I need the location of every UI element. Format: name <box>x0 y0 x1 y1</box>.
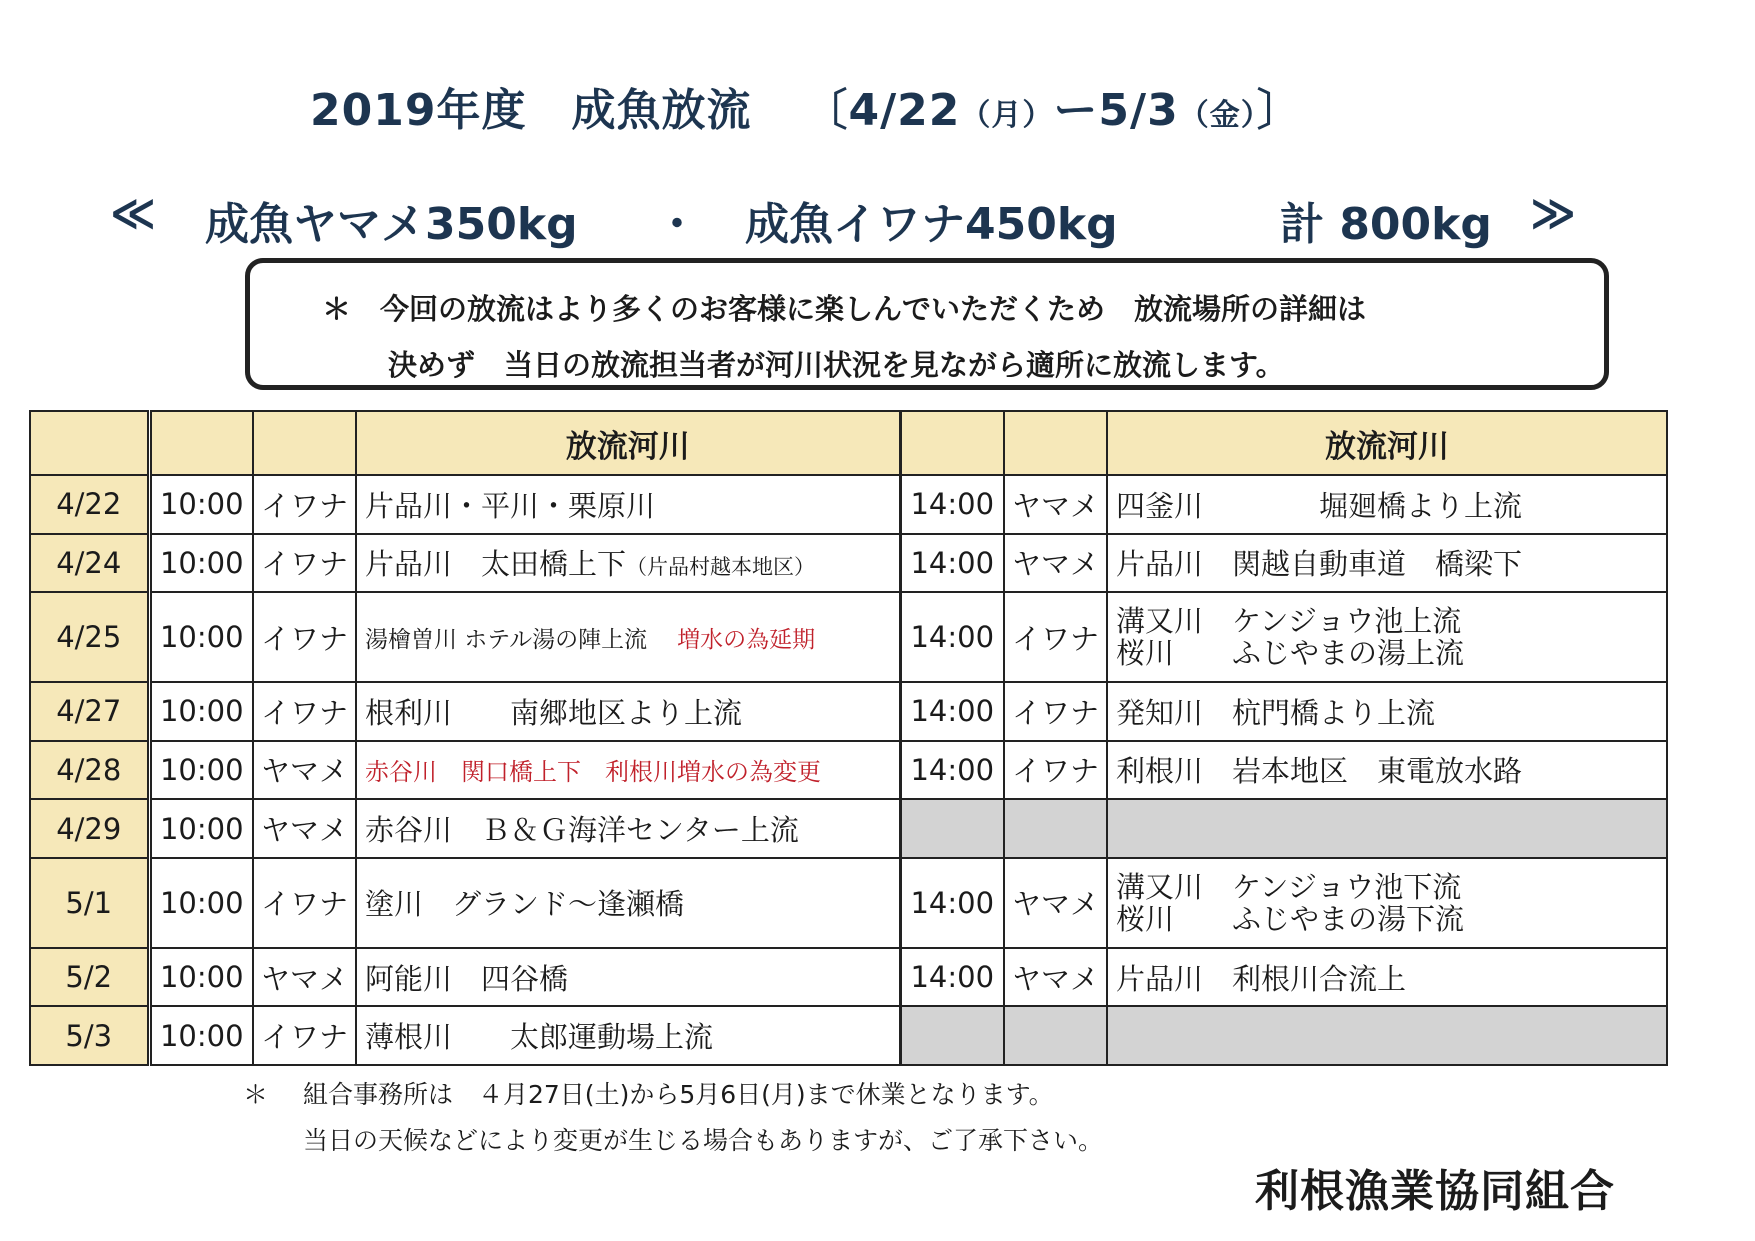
pm-time-empty <box>900 799 1004 858</box>
row-date: 4/22 <box>30 475 149 534</box>
table-row <box>30 682 1667 741</box>
am-fish-type: イワナ <box>253 475 356 534</box>
am-location-text: 根利川 南郷地区より上流 <box>365 695 743 730</box>
am-time: 10:00 <box>149 1006 253 1065</box>
am-location-text: 片品川 太田橋上下 <box>365 547 627 582</box>
pm-location: 片品川 関越自動車道 橋梁下 <box>1107 534 1667 593</box>
pm-fish-type: ヤマメ <box>1004 534 1107 593</box>
footnote-weather: 当日の天候などにより変更が生じる場合もありますが、ご了承下さい。 <box>303 1126 1104 1155</box>
title-main: 2019年度 成魚放流 <box>310 85 752 136</box>
am-fish-type: イワナ <box>253 682 356 741</box>
am-time: 10:00 <box>149 799 253 858</box>
table-row <box>30 741 1667 800</box>
title-date-start: 〔4/22 <box>803 85 961 136</box>
am-location <box>356 741 900 800</box>
am-time: 10:00 <box>149 948 253 1007</box>
table-row <box>30 948 1667 1007</box>
row-date: 5/2 <box>30 948 149 1007</box>
am-location-text: 阿能川 四谷橋 <box>365 961 569 996</box>
header-am-fish-cell <box>253 411 356 475</box>
am-status-note: 増水の為延期 <box>677 626 816 653</box>
summary-yamame: 成魚ヤマメ350kg <box>205 199 578 250</box>
am-location-note: （片品村越本地区） <box>626 555 816 580</box>
am-fish-type: ヤマメ <box>253 741 356 800</box>
header-date-cell <box>30 411 149 475</box>
am-time: 10:00 <box>149 741 253 800</box>
am-time: 10:00 <box>149 682 253 741</box>
title-day-start: （月） <box>960 98 1054 133</box>
table-row <box>30 475 1667 534</box>
pm-fish-empty <box>1004 1006 1107 1065</box>
pm-fish-type: イワナ <box>1004 592 1107 682</box>
row-date: 5/1 <box>30 858 149 948</box>
pm-time-empty <box>900 1006 1004 1065</box>
am-location-text: 片品川・平川・栗原川 <box>365 488 656 523</box>
summary-open-mark: ≪ <box>110 188 157 239</box>
am-time: 10:00 <box>149 858 253 948</box>
am-fish-type: ヤマメ <box>253 799 356 858</box>
pm-fish-type: ヤマメ <box>1004 858 1107 948</box>
am-location <box>356 1006 900 1065</box>
am-fish-type: ヤマメ <box>253 948 356 1007</box>
pm-time: 14:00 <box>900 592 1004 682</box>
row-date: 4/24 <box>30 534 149 593</box>
pm-time: 14:00 <box>900 858 1004 948</box>
pm-location-line-1: 溝又川 ケンジョウ池上流 <box>1116 604 1462 639</box>
summary-separator: ・ <box>655 199 699 250</box>
pm-location-line-1: 溝又川 ケンジョウ池下流 <box>1116 869 1462 904</box>
release-schedule-table <box>29 410 1668 1066</box>
row-date: 4/28 <box>30 741 149 800</box>
table-row <box>30 799 1667 858</box>
am-location <box>356 592 900 682</box>
am-fish-type: イワナ <box>253 592 356 682</box>
table-row <box>30 592 1667 682</box>
pm-location: 片品川 利根川合流上 <box>1107 948 1667 1007</box>
page-title <box>310 74 1302 138</box>
pm-time: 14:00 <box>900 948 1004 1007</box>
title-day-end: （金） <box>1178 98 1257 133</box>
am-location <box>356 534 900 593</box>
footnote-closure: 組合事務所は ４月27日(土)から5月6日(月)まで休業となります。 <box>303 1080 1054 1109</box>
title-date-end: ー5/3 <box>1053 85 1179 136</box>
notice-line-1: ＊ 今回の放流はより多くのお客様に楽しんでいただくため 放流場所の詳細は <box>322 292 1367 326</box>
header-pm-fish-cell <box>1004 411 1107 475</box>
summary-close-mark: ≫ <box>1530 188 1577 239</box>
pm-location-line-2: 桜川 ふじやまの湯上流 <box>1116 636 1465 671</box>
pm-location-line-2: 桜川 ふじやまの湯下流 <box>1116 901 1465 936</box>
am-location-text: 薄根川 太郎運動場上流 <box>365 1020 714 1055</box>
am-fish-type: イワナ <box>253 1006 356 1065</box>
organization-name: 利根漁業協同組合 <box>1255 1166 1615 1217</box>
am-time: 10:00 <box>149 592 253 682</box>
pm-fish-empty <box>1004 799 1107 858</box>
am-time: 10:00 <box>149 534 253 593</box>
am-status-note: 赤谷川 関口橋上下 利根川増水の為変更 <box>365 758 821 787</box>
header-am-river: 放流河川 <box>356 411 900 475</box>
pm-fish-type: ヤマメ <box>1004 475 1107 534</box>
pm-location: 利根川 岩本地区 東電放水路 <box>1107 741 1667 800</box>
pm-location-empty <box>1107 799 1667 858</box>
am-location-text: 湯檜曽川 ホテル湯の陣上流 <box>365 626 648 653</box>
pm-location: 発知川 杭門橋より上流 <box>1107 682 1667 741</box>
table-row <box>30 534 1667 593</box>
pm-time: 14:00 <box>900 682 1004 741</box>
notice-box <box>245 258 1609 390</box>
pm-fish-type: イワナ <box>1004 682 1107 741</box>
pm-location <box>1107 858 1667 948</box>
pm-time: 14:00 <box>900 475 1004 534</box>
table-row <box>30 1006 1667 1065</box>
am-location-text: 塗川 グランド～逢瀬橋 <box>365 887 685 922</box>
summary-total: 計 800kg <box>1280 199 1492 250</box>
am-fish-type: イワナ <box>253 534 356 593</box>
pm-fish-type: ヤマメ <box>1004 948 1107 1007</box>
am-location <box>356 799 900 858</box>
pm-location: 四釜川 堀廻橋より上流 <box>1107 475 1667 534</box>
pm-location <box>1107 592 1667 682</box>
header-am-time-cell <box>149 411 253 475</box>
pm-time: 14:00 <box>900 534 1004 593</box>
row-date: 4/25 <box>30 592 149 682</box>
pm-time: 14:00 <box>900 741 1004 800</box>
row-date: 4/29 <box>30 799 149 858</box>
summary-iwana: 成魚イワナ450kg <box>745 199 1118 250</box>
row-date: 5/3 <box>30 1006 149 1065</box>
table-header-row <box>30 411 1667 475</box>
am-fish-type: イワナ <box>253 858 356 948</box>
am-location <box>356 682 900 741</box>
footnote-asterisk: ＊ <box>243 1080 269 1109</box>
header-pm-river: 放流河川 <box>1107 411 1667 475</box>
pm-location-empty <box>1107 1006 1667 1065</box>
notice-line-2: 決めず 当日の放流担当者が河川状況を見ながら適所に放流します。 <box>388 348 1285 382</box>
row-date: 4/27 <box>30 682 149 741</box>
header-pm-time-cell <box>900 411 1004 475</box>
title-bracket-close: 〕 <box>1256 85 1302 136</box>
pm-fish-type: イワナ <box>1004 741 1107 800</box>
table-row <box>30 858 1667 948</box>
am-location <box>356 948 900 1007</box>
am-location-text: 赤谷川 Ｂ＆Ｇ海洋センター上流 <box>365 813 799 848</box>
am-location <box>356 858 900 948</box>
am-location <box>356 475 900 534</box>
am-time: 10:00 <box>149 475 253 534</box>
